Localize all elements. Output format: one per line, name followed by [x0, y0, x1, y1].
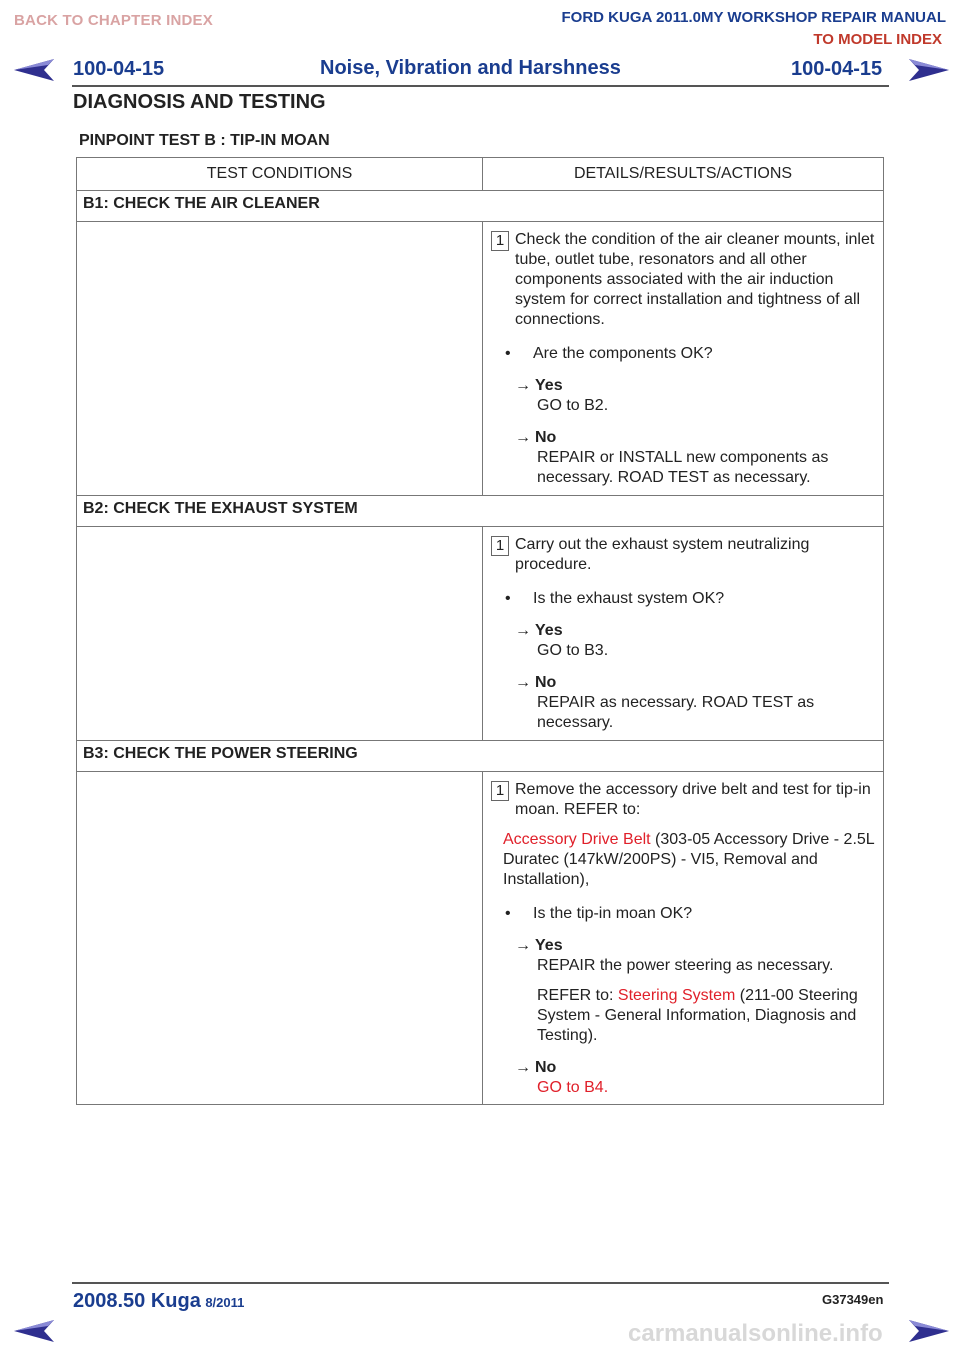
step-action: Carry out the exhaust system neutralizing procedure.: [515, 536, 810, 573]
details-cell: [483, 772, 884, 1105]
footer-model: 2008.50 Kuga: [73, 1290, 201, 1312]
step-heading-b1: B1: CHECK THE AIR CLEANER: [77, 191, 884, 222]
accessory-drive-belt-link[interactable]: Accessory Drive Belt: [503, 831, 651, 848]
step-question: Is the exhaust system OK?: [533, 590, 725, 607]
step-number: 1: [491, 781, 509, 801]
step-heading-b3: B3: CHECK THE POWER STEERING: [77, 741, 884, 772]
watermark: carmanualsonline.info: [628, 1320, 883, 1347]
footer-date: 8/2011: [205, 1295, 245, 1310]
table-header-row: [77, 158, 884, 191]
arrow-right-icon: →: [515, 937, 531, 954]
step-action: Check the condition of the air cleaner mounts, inlet tube, outlet tube, resonators and all other components associated with the air induction system for correct installation and tightness of all connections.: [515, 231, 875, 328]
step-number: 1: [491, 536, 509, 556]
step-action: Remove the accessory drive belt and test for tip-in moan. REFER to:: [515, 781, 871, 818]
step-number: 1: [491, 231, 509, 251]
step-question: Are the components OK?: [533, 345, 713, 362]
col-test-conditions: TEST CONDITIONS: [77, 158, 483, 191]
test-conditions-cell: [77, 772, 483, 1105]
yes-label: Yes: [535, 937, 563, 954]
bullet-icon: •: [505, 590, 511, 607]
pinpoint-test-table: [76, 157, 884, 1105]
step-body-row: [77, 222, 884, 496]
step-body-row: [77, 527, 884, 741]
footer-rule: [72, 1282, 889, 1284]
header-rule: [72, 85, 889, 87]
test-conditions-cell: [77, 222, 483, 496]
bullet-icon: •: [505, 345, 511, 362]
test-conditions-cell: [77, 527, 483, 741]
step-question: Is the tip-in moan OK?: [533, 905, 693, 922]
col-details-results-actions: DETAILS/RESULTS/ACTIONS: [483, 158, 884, 191]
no-label: No: [535, 674, 557, 691]
no-action: REPAIR as necessary. ROAD TEST as necessary.: [537, 694, 815, 731]
arrow-right-icon: →: [515, 377, 531, 394]
section-heading: DIAGNOSIS AND TESTING: [73, 91, 326, 113]
page-code-right: 100-04-15: [791, 58, 883, 80]
arrow-right-icon: →: [515, 622, 531, 639]
bullet-icon: •: [505, 905, 511, 922]
footer-model-date: [73, 1290, 244, 1313]
no-action: REPAIR or INSTALL new components as necessary. ROAD TEST as necessary.: [537, 449, 829, 486]
next-page-arrow-icon[interactable]: [903, 57, 951, 83]
step-heading-b2: B2: CHECK THE EXHAUST SYSTEM: [77, 496, 884, 527]
yes-label: Yes: [535, 377, 563, 394]
chapter-title: Noise, Vibration and Harshness: [320, 57, 621, 79]
details-cell: [483, 222, 884, 496]
go-to-b4-link[interactable]: GO to B4.: [537, 1079, 609, 1096]
arrow-right-icon: →: [515, 429, 531, 446]
step-heading-row: [77, 496, 884, 527]
arrow-right-icon: →: [515, 1059, 531, 1076]
previous-page-arrow-icon[interactable]: [12, 1318, 60, 1344]
page-code-left: 100-04-15: [73, 58, 165, 80]
no-label: No: [535, 1059, 557, 1076]
pinpoint-test-title: PINPOINT TEST B : TIP-IN MOAN: [79, 132, 330, 149]
yes-action: REPAIR the power steering as necessary.: [537, 957, 834, 974]
refer-prefix: REFER to:: [537, 987, 618, 1004]
step-heading-row: [77, 741, 884, 772]
back-to-chapter-link[interactable]: BACK TO CHAPTER INDEX: [14, 12, 213, 29]
step-heading-row: [77, 191, 884, 222]
to-model-index-link[interactable]: TO MODEL INDEX: [813, 31, 942, 48]
manual-title[interactable]: FORD KUGA 2011.0MY WORKSHOP REPAIR MANUAL: [561, 9, 946, 26]
yes-label: Yes: [535, 622, 563, 639]
yes-action: GO to B2.: [537, 397, 609, 414]
yes-action: GO to B3.: [537, 642, 609, 659]
previous-page-arrow-icon[interactable]: [12, 57, 60, 83]
no-label: No: [535, 429, 557, 446]
footer-code: G37349en: [822, 1292, 884, 1307]
ref-text: (303-05 Accessory Drive - 2.5L Duratec (147kW/200PS) - VI5, Removal and Installation),: [503, 831, 875, 888]
details-cell: [483, 527, 884, 741]
yes-refer: [515, 986, 877, 1046]
refer-text: (211-00 Steering System - General Information, Diagnosis and Testing).: [537, 987, 858, 1044]
step-body-row: [77, 772, 884, 1105]
arrow-right-icon: →: [515, 674, 531, 691]
steering-system-link[interactable]: Steering System: [617, 987, 736, 1004]
next-page-arrow-icon[interactable]: [903, 1318, 951, 1344]
